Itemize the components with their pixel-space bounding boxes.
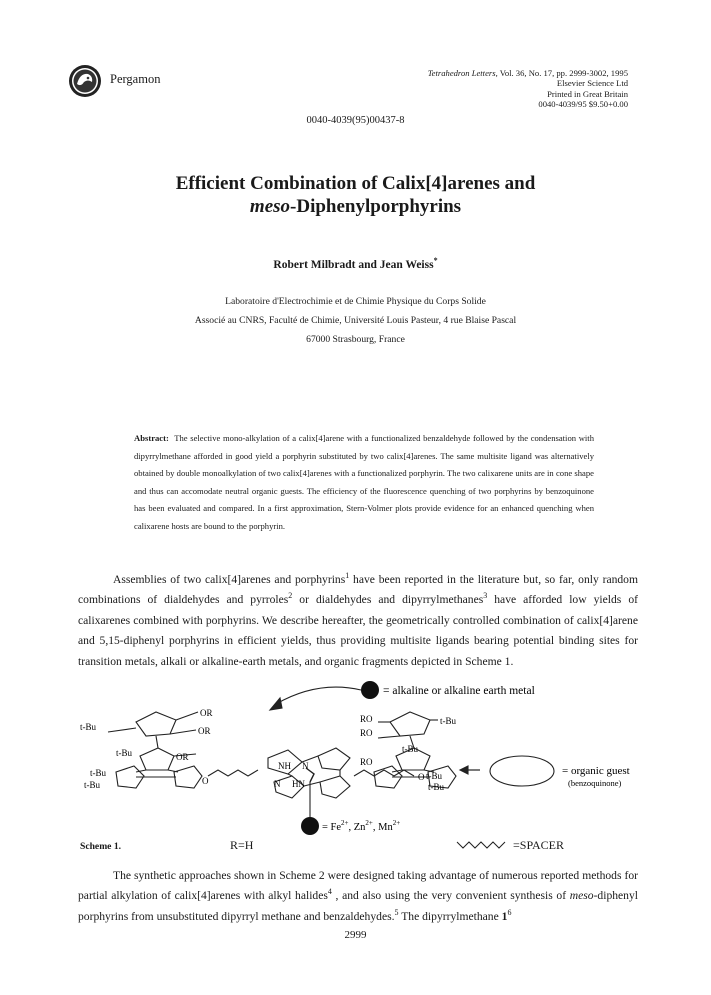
journal-volume: , Vol. 36, No. 17, pp. 2999-3002, 1995 [495,68,628,78]
abstract-label: Abstract: [134,433,169,443]
guest-label: = organic guest [562,765,630,777]
intro-text-a: Assemblies of two calix[4]arenes and porphyrins [113,573,346,586]
journal-name: Tetrahedron Letters [427,68,496,78]
abstract-text: The selective mono-alkylation of a calix[4]arene with a functionalized benzaldehyde followed by the condensation with dipyrrylmethane afforded in good yield a porphyrin substituted by two calix[4]arenes. The same multisite ligand was alternatively obtained by double monoalkylation of two calix[4]arenes with a functionalized porphyrin. The two calixarene units are in cone shape and thus can accomodate neutral organic guests. The efficiency of the fluorescence quenching of two porphyrins by benzoquinone has been evaluated and compared. In a first approximation, Stern-Volmer plots provide evidence for an enhanced quenching when calixarene hosts are bound to the porphyrin. [134,433,594,531]
title-line-2 [0,195,711,218]
para2-text-c: -diphenyl porphyrins from unsubstituted dipyrryl methane and benzaldehydes. [78,889,638,923]
left-spacer [208,770,258,776]
alkaline-metal-ball [361,681,379,699]
publisher-name: Pergamon [110,72,161,86]
journal-publisher: Elsevier Science Ltd [556,78,628,89]
arrow-curve [276,687,361,704]
title-line-2-rest: -Diphenylporphyrins [290,196,462,217]
compound-1: 1 [501,909,508,923]
journal-issn: 0040-4039/95 $9.50+0.00 [538,99,628,110]
synthesis-paragraph [78,866,638,927]
nh-label: NH [278,761,291,771]
journal-printed: Printed in Great Britain [547,88,628,99]
r-definition: R=H [230,838,254,852]
page-number: 2999 [344,929,367,941]
arrow-head [270,698,282,710]
corresponding-mark: * [433,256,438,265]
ref-3: 3 [483,591,488,601]
porphyrin-core [268,748,350,800]
tbu-label: t-Bu [80,722,97,732]
affiliation-line-2: Associé au CNRS, Faculté de Chimie, Université Louis Pasteur, 4 rue Blaise Pascal [194,315,517,326]
tbu-label: t-Bu [440,716,457,726]
or-label: OR [200,708,213,718]
ref-6: 6 [507,907,512,917]
para2-text-b: , and also using the very convenient synthesis of [331,889,570,903]
ref-5: 5 [394,907,399,917]
ro-label: RO [360,714,373,724]
spacer-label: =SPACER [513,838,565,852]
alkaline-label: = alkaline or alkaline earth metal [383,685,535,697]
ref-2: 2 [288,591,293,601]
ref-4: 4 [327,887,332,897]
para2-text-d: The dipyrrylmethane [398,909,502,923]
n-label: N [274,779,281,789]
tbu-label: t-Bu [428,782,445,792]
ref-1: 1 [345,571,350,581]
title-line-1: Efficient Combination of Calix[4]arenes and [175,173,536,194]
scheme-label: Scheme 1. [80,841,122,852]
or-label: OR [198,726,211,736]
spacer-symbol [455,839,507,851]
ro-label: RO [360,757,373,767]
tbu-label: t-Bu [90,768,107,778]
tbu-label: t-Bu [116,748,133,758]
tbu-label: t-Bu [402,744,419,754]
author-names: Robert Milbradt and Jean Weiss [273,258,434,271]
abstract [134,430,594,536]
paper-title [0,172,711,218]
guest-arrow-head [460,766,468,774]
affiliation [0,292,711,349]
author-list [0,256,711,271]
n-label: N [302,761,309,771]
guest-ellipse [490,756,554,786]
para2-meso: meso [569,889,594,903]
hn-label: HN [292,779,305,789]
journal-citation [428,68,628,110]
tbu-label: t-Bu [426,771,443,781]
intro-text-d: have afforded low yields of calixarenes combined with porphyrins. We describe hereafter, the geometrically controlled combination of calix[4]arene and 5,15-diphenyl porphyrins in efficient yields, thus providing multisite ligands bearing potential binding sites for transition metals, alkali or alkaline-earth metals, and organic fragments depicted in Scheme 1. [78,593,638,668]
intro-text-c: or dialdehydes and dipyrrylmethanes [292,593,484,607]
affiliation-line-1: Laboratoire d'Electrochimie et de Chimie Physique du Corps Solide [225,296,486,307]
intro-paragraph [78,570,638,672]
o-label: O [202,776,209,786]
para2-text-a: The synthetic approaches shown in Scheme 2 were designed taking advantage of numerous reported methods for partial alkylation of calix[4]arenes with alkyl halides [78,869,638,903]
transition-metal-ball [301,817,319,835]
guest-sub-label: (benzoquinone) [568,778,622,788]
intro-text-b: have been reported in the literature but, so far, only random combinations of dialdehydes and pyrroles [78,573,638,607]
tbu-label: t-Bu [84,780,101,790]
metal-list-label: = $Fe^{2+}$, $Zn^{2+}$, $Mn^{2+}$ [322,819,401,833]
ro-label: RO [360,728,373,738]
pergamon-logo [68,64,102,98]
document-code: 0040-4039(95)00437-8 [306,115,405,126]
title-meso: meso [249,196,291,217]
affiliation-line-3: 67000 Strasbourg, France [306,334,405,345]
or-label: OR [176,752,189,762]
right-spacer [354,770,414,776]
o-label: O [418,772,425,782]
